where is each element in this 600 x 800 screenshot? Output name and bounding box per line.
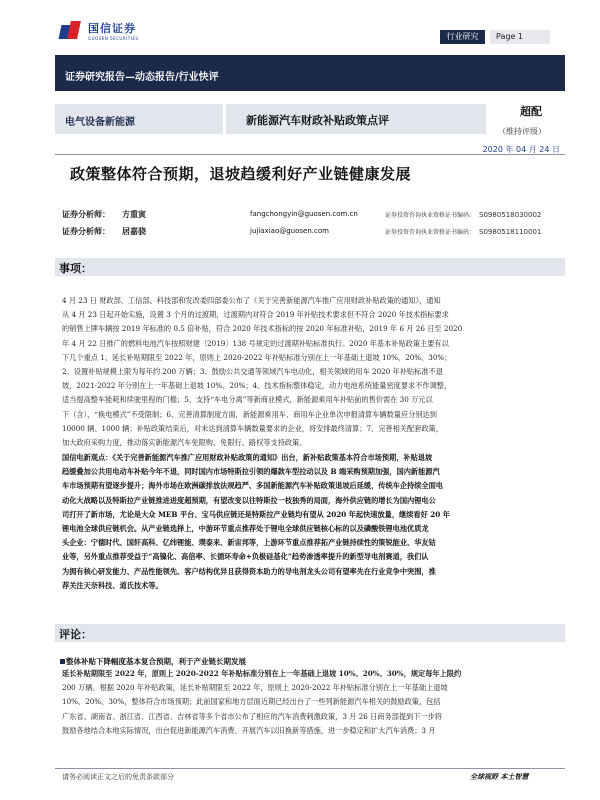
- logo-mark-icon: [60, 21, 82, 41]
- logo-name: 国信证券: [88, 22, 136, 35]
- bullet-square-icon: [60, 659, 65, 664]
- company-logo: [60, 20, 138, 41]
- license-number: S0980518030002: [479, 211, 542, 219]
- analyst-1: [62, 209, 146, 220]
- text-line: 年 4 月 22 日推广的燃料电池汽车按照财建〔2019〕138 号规定的过渡期补贴标准执行。2020 年基本补贴政策主要有以: [62, 338, 449, 348]
- text-line: 适当提高整车能耗和续驶里程的门槛；5、支持“车电分离”等新商业模式，新能源乘用车补贴前的售价需在 30 万元以: [62, 395, 433, 405]
- text-line: 鼓励各地结合本地实际情况，出台促进新能源汽车消费、开展汽车以旧换新等措施，进一步稳定和扩大汽车消费；3 月: [62, 725, 436, 735]
- text-line: 延长补贴期限至 2022 年，原则上 2020-2022 年补贴标准分别在上一年基础上退坡 10%、20%、30%，规定每年上限约: [62, 669, 462, 678]
- section-label: 评论：: [59, 628, 92, 641]
- text-line: 锂电池全球供应链机会。从产业链选择上，中游环节重点推荐处于锂电全球供应链核心标的以及磷酸铁锂电池优质龙: [62, 524, 429, 534]
- analyst-email[interactable]: jujiaxiao@guosen.com: [250, 227, 329, 235]
- text-line: 10000 辆、1000 辆；补贴政策结束后，对未达到清算车辆数量要求的企业，将安排最终清算；7、完善相关配套政策，: [62, 423, 443, 433]
- rating-note: （维持评级）: [498, 127, 546, 136]
- bullet-heading: 整体补贴下降幅度基本复合预期，利于产业链长期发展: [66, 657, 246, 666]
- report-category-tag: 行业研究: [440, 30, 485, 44]
- text-line: 荐关注天奈科技、道氏技术等。: [62, 580, 163, 590]
- footer-disclaimer: 请务必阅读正文之后的免责条款部分: [62, 773, 174, 781]
- page-number: Page 1: [490, 30, 550, 44]
- text-line: 业等，另外重点推荐受益于“高镍化、高倍率、长循环寿命+负极硅基化”趋势渗透率提升的新型导电剂赛道，我们认: [62, 552, 429, 562]
- review-paragraph: [62, 667, 562, 738]
- logo-english-name: GUOSEN SECURITIES: [88, 36, 139, 41]
- text-line: 4 月 23 日 财政部、工信部、科技部和发改委四部委公布了《关于完善新能源汽车推广应用财政补贴政策的通知》，通知: [62, 296, 441, 305]
- footer-divider: [55, 768, 565, 769]
- rating: 超配: [520, 105, 542, 118]
- analyst-role: 证券分析师：: [62, 209, 110, 219]
- text-line: 下几个重点 1、延长补贴期限至 2022 年，原则上 2020-2022 年补贴标准分别在上一年基础上退坡 10%、20%、30%；: [62, 352, 452, 362]
- view-paragraph: [62, 451, 562, 593]
- analyst-license: [385, 227, 541, 236]
- license-label: 证券投资咨询执业资格证书编码：: [385, 229, 476, 236]
- analyst-role: 证券分析师：: [62, 226, 110, 236]
- text-line: 广东省、湖南省、浙江省、江西省、吉林省等多个省市公布了相应的汽车消费刺激政策，3 月 26 日商务部提到下一步将: [62, 711, 442, 721]
- report-date: 2020 年 04 月 24 日: [482, 145, 560, 154]
- report-title: 政策整体符合预期，退坡趋缓利好产业链健康发展: [70, 165, 412, 183]
- report-type-text: 证券研究报告—动态报告/行业快评: [65, 72, 219, 83]
- text-line: 加大政府采购力度，推动落实新能源汽车免限购、免限行、路权等支持政策。: [62, 438, 307, 448]
- divider: [55, 154, 565, 155]
- event-paragraph: [62, 294, 562, 450]
- analyst-license: [385, 210, 541, 219]
- text-line: 坡，2021-2022 年分别在上一年基础上退坡 10%、20%；4、技术指标整体稳定，动力电池系统能量密度要求不作调整，: [62, 381, 452, 391]
- text-line: 2、设置补贴规模上限为每年约 200 万辆；3、鼓励公共交通等领域汽车电动化，相关领域的用车 2020 年补贴标准不退: [62, 367, 443, 377]
- sector-box: [55, 104, 223, 134]
- text-line: 从 4 月 23 日起开始实施，设置 3 个月的过渡期，过渡期内对符合 2019 年补贴技术要求但不符合 2020 年技术指标要求: [62, 310, 449, 320]
- text-line: 国信电新观点：《关于完善新能源汽车推广应用财政补贴政策的通知》出台，新补贴政策基本符合市场预期，补贴退坡: [62, 453, 433, 462]
- text-line: 200 万辆。根据 2020 年补贴政策，延长补贴期限至 2022 年，原则上 2020-2022 年补贴标准分别在上一年基础上退坡: [62, 683, 448, 693]
- license-label: 证券投资咨询执业资格证书编码：: [385, 212, 476, 219]
- text-line: 司打开了新市场，尤论是大众 MEB 平台、宝马供应链还是特斯拉产业链均有望从 2020 年起快速放量，继续看好 20 年: [62, 509, 450, 519]
- footer-slogan: 全球视野 本土智慧: [470, 772, 529, 781]
- section-header-event: [55, 258, 565, 276]
- text-line: 为拥有核心研发能力、产品性能领先、客户结构优异且获得资本助力的导电剂龙头公司有望率先在行业竞争中突围，推: [62, 566, 436, 576]
- topic-box: [226, 104, 486, 134]
- analyst-2: [62, 226, 146, 237]
- text-line: 动化大战略以及特斯拉产业链推进进度超预期，有望改变以往特斯拉一枝独秀的局面，海外供应链的增长为国内锂电公: [62, 495, 436, 505]
- report-topic: 新能源汽车财政补贴政策点评: [246, 114, 389, 127]
- text-line: 趋缓叠加公共用电动车补贴今年不退，同时国内市场特斯拉引领的爆款车型拉动以及 B 端采购预期加强，国内新能源汽: [62, 467, 440, 477]
- sector-name: 电气设备新能源: [65, 117, 135, 128]
- section-label: 事项：: [59, 262, 92, 275]
- analyst-email[interactable]: fangchongyin@guosen.com.cn: [250, 210, 358, 218]
- license-number: S0980518110001: [479, 228, 542, 236]
- analyst-name: 居嘉骁: [122, 226, 146, 236]
- analyst-name: 方重寅: [122, 209, 146, 219]
- report-type-band: [55, 55, 565, 91]
- text-line: 头企业：宁德时代、国轩高科、亿纬锂能、璞泰来、新宙邦等，上游环节重点推荐拓产业链持续性的策锐能业、华友钴: [62, 538, 436, 548]
- text-line: 下（含），“换电模式”不受限制；6、完善清算制度方面，新能源乘用车、商用车企业单次申报清算车辆数量应分别达到: [62, 409, 437, 419]
- text-line: 10%、20%、30%，整体符合市场预期；此前国家和地方层面近期已经出台了一些列新能源汽车相关的鼓励政策，包括: [62, 697, 441, 707]
- section-header-review: [55, 624, 565, 642]
- text-line: 的销售上牌车辆按 2019 年标准的 0.5 倍补贴，符合 2020 年技术指标的按 2020 年标准补贴，2019 年 6 月 26 日至 2020: [62, 324, 463, 334]
- text-line: 车市场预期有望逐步提升；海外市场在欧洲碳排放法规趋严、多国新能源汽车补贴政策退坡后延缓，传统车企持续全面电: [62, 481, 443, 491]
